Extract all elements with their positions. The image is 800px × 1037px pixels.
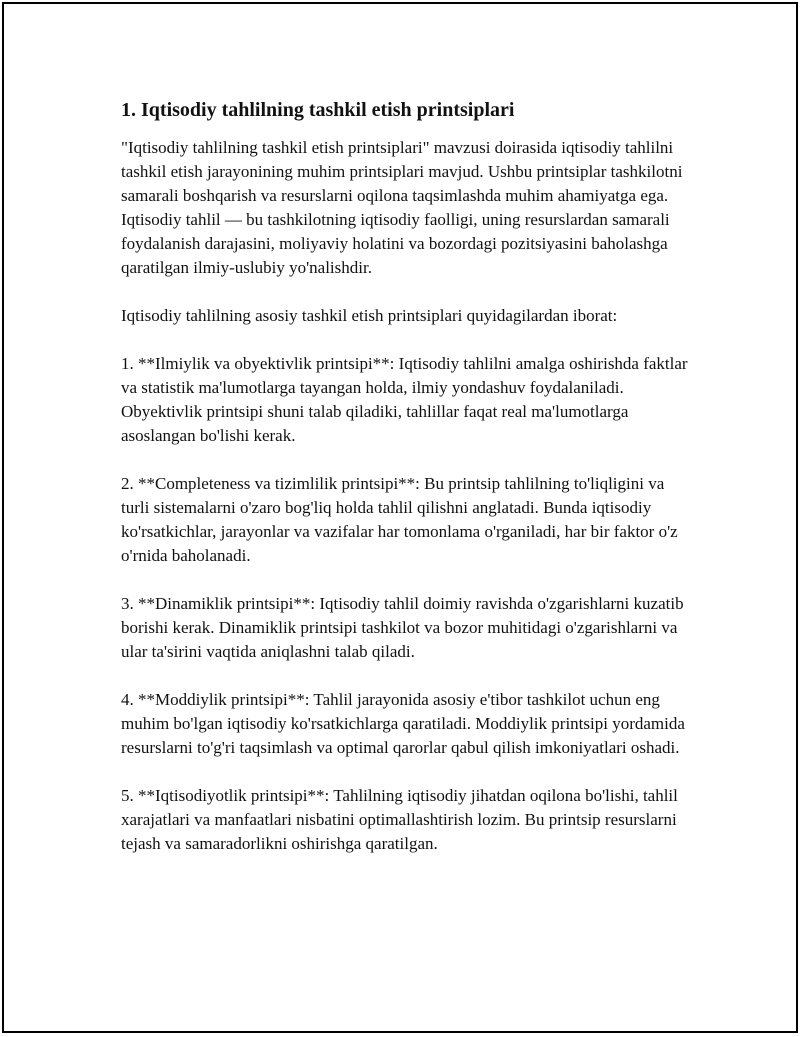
principle-2-paragraph: 2. **Completeness va tizimlilik printsipi**: Bu printsip tahlilning to'liqligini va turli sistemalarni o'zaro bog'liq holda tahlil qilishni anglatadi. Bunda iqtisodiy ko'rsatkichlar, jarayonlar va vazifalar har tomonlama o'rganiladi, har bir faktor o'z o'rnida baholanadi. [121, 474, 678, 565]
principle-1-paragraph: 1. **Ilmiylik va obyektivlik printsipi**: Iqtisodiy tahlilni amalga oshirishda faktlar va statistik ma'lumotlarga tayangan holda, ilmiy yondashuv foydalaniladi. Obyektivlik printsipi shuni talab qiladiki, tahlillar faqat real ma'lumotlarga asoslangan bo'lishi kerak. [121, 354, 688, 445]
document-page [2, 2, 798, 1033]
intro-paragraph: "Iqtisodiy tahlilning tashkil etish printsiplari" mavzusi doirasida iqtisodiy tahlilni tashkil etish jarayonining muhim printsiplari mavjud. Ushbu printsiplar tashkilotni samarali boshqarish va resurslarni oqilona taqsimlashda muhim ahamiyatga ega. Iqtisodiy tahlil — bu tashkilotning iqtisodiy faolligi, uning resurslardan samarali foydalanish darajasini, moliyaviy holatini va bozordagi pozitsiyasini baholashga qaratilgan ilmiy-uslubiy yo'nalishdir. [121, 138, 683, 277]
document-title: 1. Iqtisodiy tahlilning tashkil etish printsiplari [121, 99, 515, 121]
principles-intro-paragraph: Iqtisodiy tahlilning asosiy tashkil etish printsiplari quyidagilardan iborat: [121, 306, 618, 325]
document-content [121, 96, 691, 856]
principle-3-paragraph: 3. **Dinamiklik printsipi**: Iqtisodiy tahlil doimiy ravishda o'zgarishlarni kuzatib borishi kerak. Dinamiklik printsipi tashkilot va bozor muhitidagi o'zgarishlarni va ular ta'sirini vaqtida aniqlashni talab qiladi. [121, 594, 684, 661]
principle-4-paragraph: 4. **Moddiylik printsipi**: Tahlil jarayonida asosiy e'tibor tashkilot uchun eng muhim bo'lgan iqtisodiy ko'rsatkichlarga qaratiladi. Moddiylik printsipi yordamida resurslarni to'g'ri taqsimlash va optimal qarorlar qabul qilish imkoniyatlari oshadi. [121, 690, 685, 757]
principle-5-paragraph: 5. **Iqtisodiyotlik printsipi**: Tahlilning iqtisodiy jihatdan oqilona bo'lishi, tahlil xarajatlari va manfaatlari nisbatini optimallashtirish lozim. Bu printsip resurslarni tejash va samaradorlikni oshirishga qaratilgan. [121, 786, 678, 853]
